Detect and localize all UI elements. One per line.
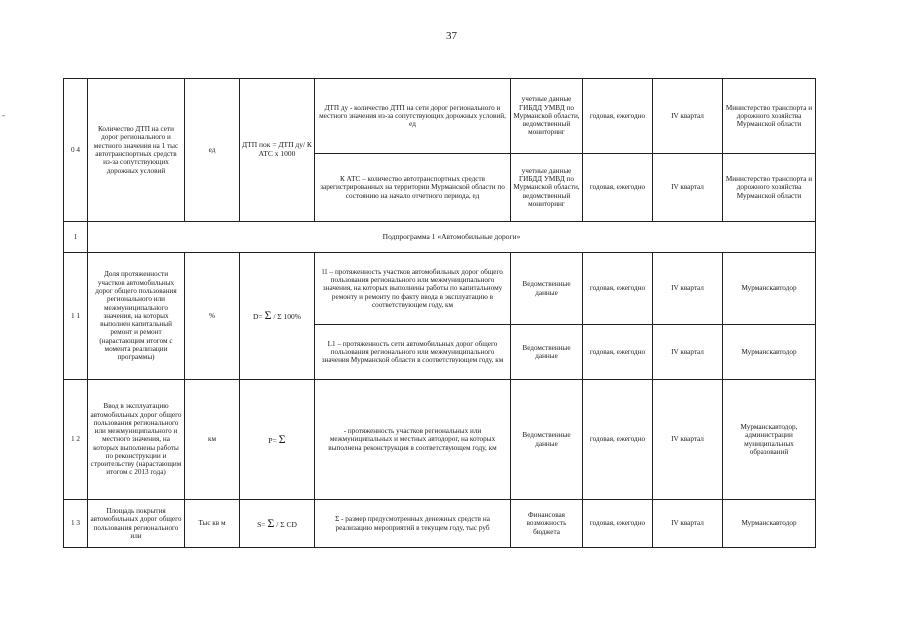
responsible: Мурманскавтодор xyxy=(723,253,816,325)
sigma-symbol: Σ xyxy=(278,431,286,446)
data-source: Ведомственные данные xyxy=(511,325,583,380)
unit-cell: км xyxy=(185,380,240,500)
responsible: Мурманскавтодор, администрации муниципальных образований xyxy=(723,380,816,500)
data-source: Финансовая возможность бюджета xyxy=(511,500,583,548)
edge-mark: - xyxy=(2,110,5,120)
data-source: учетные данные ГИБДД УМВД по Мурманской области, ведомственный мониторинг xyxy=(511,79,583,154)
data-source: Ведомственные данные xyxy=(511,380,583,500)
formula-fraction: / Σ xyxy=(273,312,282,322)
deadline: IV квартал xyxy=(653,154,723,222)
formula-fraction: / Σ CD xyxy=(276,519,297,529)
unit-cell: Тыс кв м xyxy=(185,500,240,548)
variable-description: Σ - размер предусмотренных денежных средств на реализацию мероприятий в текущем году, тыс руб xyxy=(315,500,511,548)
sigma-symbol: Σ xyxy=(267,515,275,530)
formula-cell: ДТП пок = ДТП ду/ К АТС х 1000 xyxy=(240,79,315,222)
indicator-name: Доля протяженности участков автомобильных дорог общего пользования регионального или межмуниципального значения, на которых выполнен капитальный ремонт и ремонт (нарастающим итогом с момента реализации программы) xyxy=(88,253,185,380)
deadline: IV квартал xyxy=(653,500,723,548)
formula-cell xyxy=(240,380,315,500)
responsible: Мурманскавтодор xyxy=(723,325,816,380)
table-row xyxy=(64,253,816,325)
deadline: IV квартал xyxy=(653,79,723,154)
data-source: Ведомственные данные xyxy=(511,253,583,325)
table-row xyxy=(64,380,816,500)
periodicity: годовая, ежегодно xyxy=(583,79,653,154)
variable-description: l1 – протяженность участков автомобильных дорог общего пользования регионального или межмуниципального значения, на которых выполнены работы по капитальному ремонту и ремонту по факту ввода в эксплуатацию в соответствующем году, км xyxy=(315,253,511,325)
variable-description: - протяженность участков региональных или межмуниципальных и местных автодорог, на которых выполнена реконструкция в соответствующем году, км xyxy=(315,380,511,500)
table-row xyxy=(64,79,816,154)
row-number: 1 2 xyxy=(64,380,88,500)
indicator-name: Ввод в эксплуатацию автомобильных дорог общего пользования регионального или межмуниципального и местного значения, на которых выполнены работы по реконструкции и строительству (нарастающим итогом с 2013 года) xyxy=(88,380,185,500)
data-source: учетные данные ГИБДД УМВД по Мурманской области, ведомственный мониторинг xyxy=(511,154,583,222)
deadline: IV квартал xyxy=(653,325,723,380)
section-row xyxy=(64,222,816,253)
row-number: 1 1 xyxy=(64,253,88,380)
indicators-table xyxy=(63,78,816,548)
periodicity: годовая, ежегодно xyxy=(583,253,653,325)
indicator-name: Количество ДТП на сети дорог регионального и местного значения на 1 тыс автотранспортных средств из-за сопутствующих дорожных условий xyxy=(88,79,185,222)
formula-prefix: P= xyxy=(268,435,277,445)
row-number: 0 4 xyxy=(64,79,88,222)
deadline: IV квартал xyxy=(653,380,723,500)
responsible: Мурманскавтодор xyxy=(723,500,816,548)
periodicity: годовая, ежегодно xyxy=(583,500,653,548)
row-number: 1 3 xyxy=(64,500,88,548)
variable-description: ДТП ду - количество ДТП на сети дорог регионального и местного значения из-за сопутствующих дорожных условий, ед xyxy=(315,79,511,154)
periodicity: годовая, ежегодно xyxy=(583,380,653,500)
formula-prefix: S= xyxy=(257,519,266,529)
sigma-symbol: Σ xyxy=(264,308,272,323)
formula-cell xyxy=(240,253,315,380)
periodicity: годовая, ежегодно xyxy=(583,154,653,222)
formula-suffix: 100% xyxy=(283,312,302,322)
variable-description: L1 – протяженность сети автомобильных дорог общего пользования регионального или межмуниципального значения Мурманской области в соответствующем году, км xyxy=(315,325,511,380)
section-title: Подпрограмма 1 «Автомобильные дороги» xyxy=(88,222,816,253)
variable-description: К АТС – количество автотранспортных средств зарегистрированных на территории Мурманской области по состоянию на начало отчетного периода, ед xyxy=(315,154,511,222)
responsible: Министерство транспорта и дорожного хозяйства Мурманской области xyxy=(723,79,816,154)
formula-prefix: D= xyxy=(252,312,263,322)
section-number: 1 xyxy=(64,222,88,253)
periodicity: годовая, ежегодно xyxy=(583,325,653,380)
indicator-name: Площадь покрытия автомобильных дорог общего пользования регионального или xyxy=(88,500,185,548)
unit-cell: ед xyxy=(185,79,240,222)
table-row xyxy=(64,500,816,548)
formula-cell xyxy=(240,500,315,548)
unit-cell: % xyxy=(185,253,240,380)
responsible: Министерство транспорта и дорожного хозяйства Мурманской области xyxy=(723,154,816,222)
deadline: IV квартал xyxy=(653,253,723,325)
page-number: 37 xyxy=(446,30,457,42)
